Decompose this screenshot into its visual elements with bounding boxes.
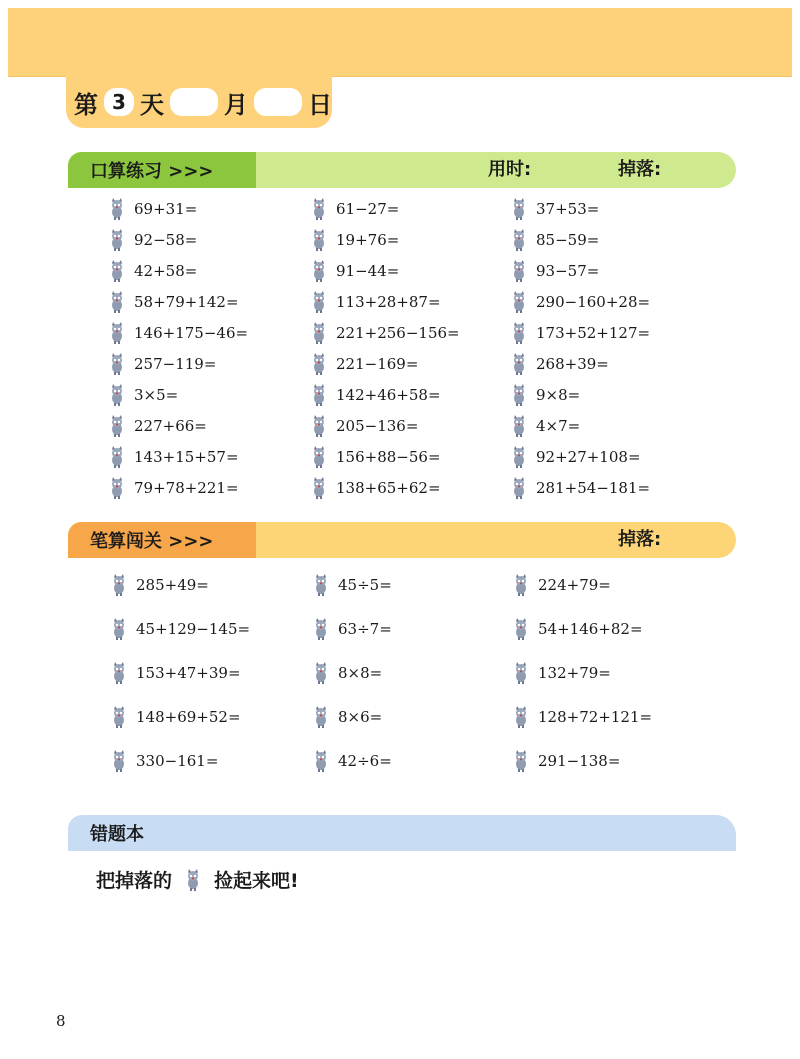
oral-problem [508, 260, 599, 282]
oral-problem [106, 322, 248, 344]
oral-problem-text: 79+78+221= [134, 479, 239, 497]
wolf-mascot-icon [508, 198, 530, 220]
oral-problem-text: 113+28+87= [336, 293, 441, 311]
oral-problem-text: 146+175−46= [134, 324, 249, 342]
oral-problem [308, 477, 441, 499]
oral-problem [308, 415, 418, 437]
written-problem [510, 750, 620, 772]
wolf-mascot-icon [510, 574, 532, 596]
written-problem [310, 618, 392, 640]
oral-problem-text: 92−58= [134, 231, 198, 249]
oral-problem-text: 142+46+58= [336, 386, 441, 404]
written-problem-text: 291−138= [538, 752, 621, 770]
written-problem-text: 148+69+52= [136, 708, 241, 726]
day-suffix: 天 [140, 90, 164, 119]
oral-problem [106, 260, 197, 282]
oral-problem [508, 229, 599, 251]
oral-problem-text: 290−160+28= [536, 293, 651, 311]
wolf-mascot-icon [106, 260, 128, 282]
written-problem-text: 153+47+39= [136, 664, 241, 682]
wolf-mascot-icon [106, 322, 128, 344]
wolf-mascot-icon [308, 446, 330, 468]
oral-problem [508, 446, 641, 468]
errors-section-title: 错题本 [90, 824, 144, 845]
wolf-mascot-icon [108, 706, 130, 728]
oral-problem [308, 446, 441, 468]
date-label: 日 [308, 90, 332, 119]
oral-problem-text: 69+31= [134, 200, 198, 218]
wolf-mascot-icon [510, 706, 532, 728]
wolf-mascot-icon [508, 322, 530, 344]
oral-problem [508, 384, 580, 406]
oral-problem [106, 415, 207, 437]
written-problem-text: 63÷7= [338, 620, 392, 638]
written-problem-text: 224+79= [538, 576, 611, 594]
wolf-mascot-icon [308, 229, 330, 251]
wolf-mascot-icon [508, 291, 530, 313]
oral-problem [106, 291, 239, 313]
oral-problem-text: 138+65+62= [336, 479, 441, 497]
wolf-mascot-icon [108, 662, 130, 684]
wolf-mascot-icon [310, 574, 332, 596]
wolf-mascot-icon [108, 574, 130, 596]
wolf-mascot-icon [308, 198, 330, 220]
page-number: 8 [56, 1012, 66, 1030]
written-problem [310, 662, 382, 684]
oral-problem [106, 229, 197, 251]
oral-section-header [68, 152, 736, 188]
oral-problem-text: 3×5= [134, 386, 179, 404]
written-problem-text: 54+146+82= [538, 620, 643, 638]
wolf-mascot-icon [508, 260, 530, 282]
wolf-mascot-icon [510, 662, 532, 684]
wolf-mascot-icon [308, 415, 330, 437]
written-problem-text: 285+49= [136, 576, 209, 594]
oral-problem-text: 42+58= [134, 262, 198, 280]
wolf-mascot-icon [308, 260, 330, 282]
wolf-mascot-icon [106, 353, 128, 375]
oral-problem-text: 91−44= [336, 262, 400, 280]
day-prefix: 第 [74, 90, 98, 119]
written-problem [108, 750, 218, 772]
oral-problem-text: 268+39= [536, 355, 609, 373]
oral-problem [308, 229, 399, 251]
wolf-mascot-icon [310, 750, 332, 772]
oral-problem-text: 85−59= [536, 231, 600, 249]
wolf-mascot-icon [508, 229, 530, 251]
written-problem [510, 706, 652, 728]
oral-problem [308, 384, 441, 406]
written-problem [310, 574, 392, 596]
oral-time-label: 用时: [488, 159, 532, 180]
wolf-mascot-icon [108, 750, 130, 772]
oral-problem-text: 205−136= [336, 417, 419, 435]
wolf-mascot-icon [508, 415, 530, 437]
written-problem [108, 618, 250, 640]
oral-problem [308, 322, 460, 344]
oral-problem-text: 227+66= [134, 417, 207, 435]
written-problem [108, 662, 241, 684]
wolf-mascot-icon [308, 477, 330, 499]
written-problem-text: 45÷5= [338, 576, 392, 594]
wolf-mascot-icon [508, 353, 530, 375]
wolf-mascot-icon [310, 662, 332, 684]
oral-problem [106, 353, 216, 375]
oral-problem-text: 221+256−156= [336, 324, 460, 342]
oral-problem-text: 92+27+108= [536, 448, 641, 466]
written-problem [310, 706, 382, 728]
wolf-mascot-icon [106, 477, 128, 499]
written-problem-text: 128+72+121= [538, 708, 653, 726]
oral-problem-text: 143+15+57= [134, 448, 239, 466]
errors-note-before: 把掉落的 [96, 870, 173, 892]
oral-problem-text: 61−27= [336, 200, 400, 218]
written-problem [510, 618, 643, 640]
written-problem [510, 574, 611, 596]
wolf-mascot-icon [308, 353, 330, 375]
header-band [8, 8, 792, 77]
written-problem [510, 662, 611, 684]
written-problem-text: 42÷6= [338, 752, 392, 770]
wolf-mascot-icon [106, 446, 128, 468]
oral-problem-text: 9×8= [536, 386, 581, 404]
wolf-mascot-icon [308, 384, 330, 406]
errors-note [96, 866, 299, 893]
oral-problem-text: 93−57= [536, 262, 600, 280]
wolf-mascot-icon [310, 618, 332, 640]
oral-problem-text: 221−169= [336, 355, 419, 373]
oral-problem [508, 353, 609, 375]
oral-problem [508, 322, 650, 344]
oral-problem [308, 353, 418, 375]
wolf-mascot-icon [508, 477, 530, 499]
wolf-mascot-icon [106, 229, 128, 251]
wolf-mascot-icon [510, 618, 532, 640]
oral-problem-text: 58+79+142= [134, 293, 239, 311]
wolf-mascot-icon [182, 869, 204, 891]
oral-problem [308, 260, 399, 282]
wolf-mascot-icon [106, 291, 128, 313]
written-problem-text: 8×8= [338, 664, 383, 682]
written-problem [108, 706, 241, 728]
written-problem-text: 8×6= [338, 708, 383, 726]
oral-problem [106, 446, 239, 468]
oral-problem-text: 19+76= [336, 231, 400, 249]
oral-problem [308, 198, 399, 220]
oral-problem [308, 291, 441, 313]
day-title [74, 84, 332, 120]
oral-problem [106, 198, 197, 220]
written-section-title: 笔算闯关 >>> [68, 522, 256, 558]
wolf-mascot-icon [106, 384, 128, 406]
oral-problem [508, 415, 580, 437]
oral-problem-text: 4×7= [536, 417, 581, 435]
wolf-mascot-icon [308, 291, 330, 313]
month-blank[interactable] [170, 88, 218, 116]
oral-problem [508, 198, 599, 220]
day-number: 3 [104, 88, 134, 116]
written-problem-text: 45+129−145= [136, 620, 251, 638]
wolf-mascot-icon [108, 618, 130, 640]
written-problem [310, 750, 392, 772]
oral-problem-text: 37+53= [536, 200, 600, 218]
written-problem [108, 574, 209, 596]
oral-problem [106, 384, 178, 406]
wolf-mascot-icon [508, 446, 530, 468]
date-blank[interactable] [254, 88, 302, 116]
written-section-header [68, 522, 736, 558]
written-problem-text: 330−161= [136, 752, 219, 770]
errors-note-after: 捡起来吧! [214, 870, 299, 892]
oral-problem-text: 257−119= [134, 355, 217, 373]
oral-problem-text: 156+88−56= [336, 448, 441, 466]
oral-problem-text: 281+54−181= [536, 479, 651, 497]
written-problem-text: 132+79= [538, 664, 611, 682]
oral-problem [508, 477, 650, 499]
oral-problem-text: 173+52+127= [536, 324, 651, 342]
month-label: 月 [224, 90, 248, 119]
wolf-mascot-icon [106, 415, 128, 437]
written-drop-label: 掉落: [618, 529, 662, 550]
wolf-mascot-icon [508, 384, 530, 406]
oral-problem [106, 477, 239, 499]
oral-drop-label: 掉落: [618, 159, 662, 180]
wolf-mascot-icon [510, 750, 532, 772]
errors-section-header [68, 815, 736, 851]
wolf-mascot-icon [308, 322, 330, 344]
wolf-mascot-icon [310, 706, 332, 728]
oral-section-title: 口算练习 >>> [68, 152, 256, 188]
wolf-mascot-icon [106, 198, 128, 220]
oral-problem [508, 291, 650, 313]
